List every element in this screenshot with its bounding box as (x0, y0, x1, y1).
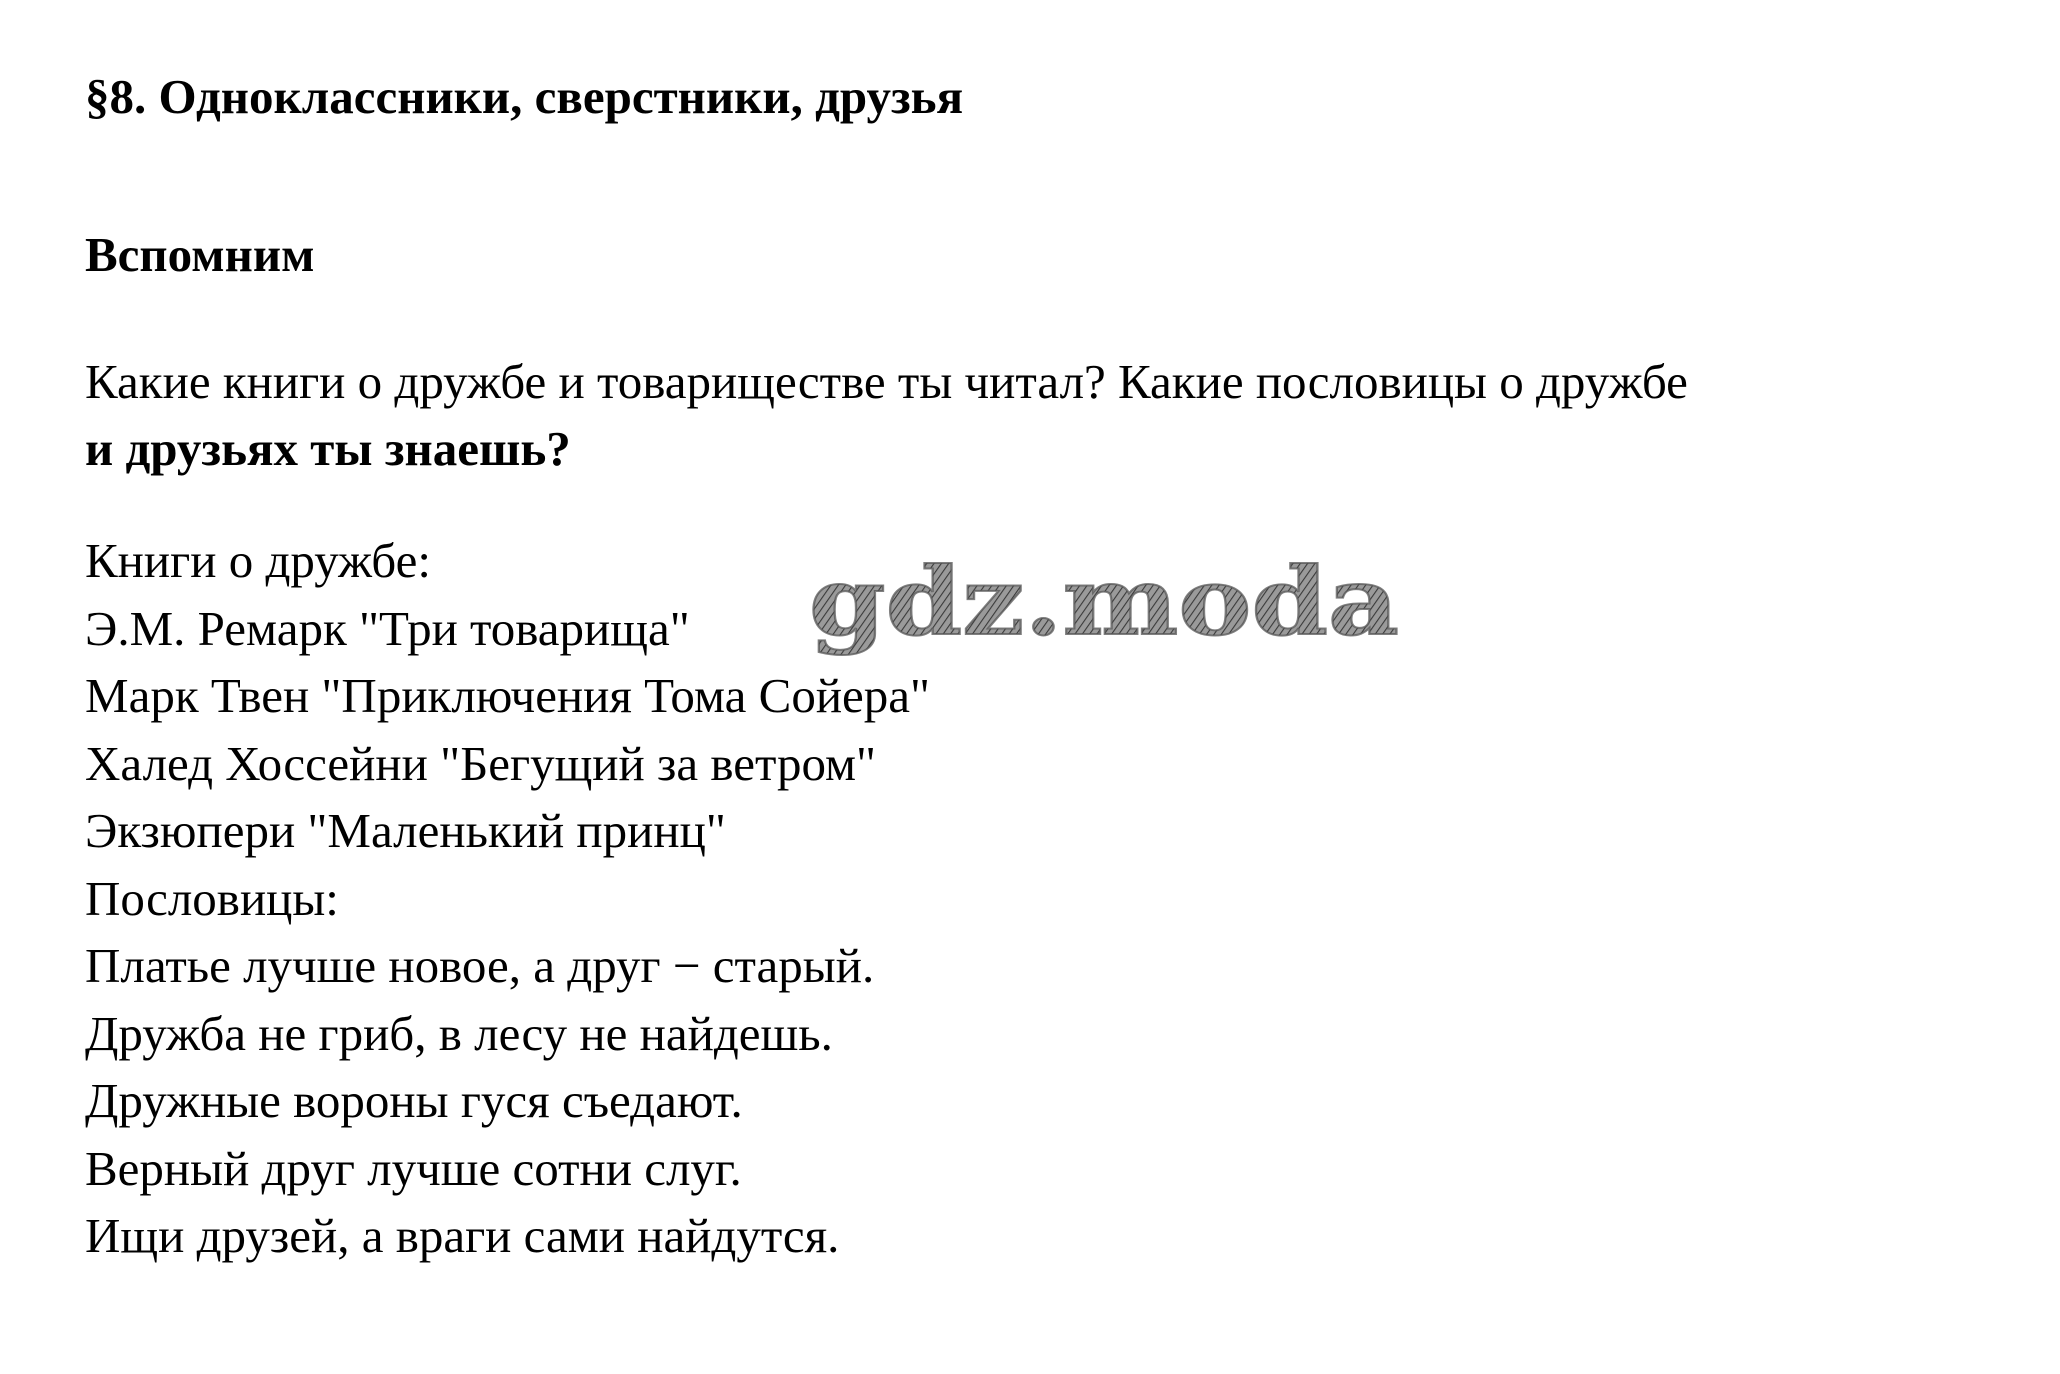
svg-text:gdz.moda: gdz.moda (809, 548, 1399, 657)
answer-line-proverb: Платье лучше новое, а друг − старый. (85, 938, 875, 993)
answer-line-proverb: Ищи друзей, а враги сами найдутся. (85, 1208, 840, 1263)
question-block (85, 348, 1688, 482)
watermark-logo (805, 548, 1405, 663)
answer-line-book: Халед Хоссейни "Бегущий за ветром" (85, 735, 877, 791)
section-title: §8. Одноклассники, сверстники, друзья (85, 69, 964, 124)
answer-line-proverb: Дружные вороны гуся съедают. (85, 1073, 743, 1128)
answer-line-book: Э.М. Ремарк "Три товарища" (85, 600, 690, 656)
answer-line-proverb: Дружба не гриб, в лесу не найдешь. (85, 1005, 833, 1061)
answer-block (85, 527, 930, 1270)
question-line-bold: и друзьях ты знаешь? (85, 421, 571, 476)
recall-heading: Вспомним (85, 227, 315, 282)
question-line: Какие книги о дружбе и товариществе ты читал? Какие пословицы о дружбе (85, 354, 1688, 409)
answer-line-proverbs-heading: Пословицы: (85, 870, 339, 926)
answer-line-book: Экзюпери "Маленький принц" (85, 803, 726, 858)
answer-line-book: Марк Твен "Приключения Тома Сойера" (85, 668, 931, 723)
answer-line-books-heading: Книги о дружбе: (85, 533, 431, 588)
answer-line-proverb: Верный друг лучше сотни слуг. (85, 1140, 742, 1196)
